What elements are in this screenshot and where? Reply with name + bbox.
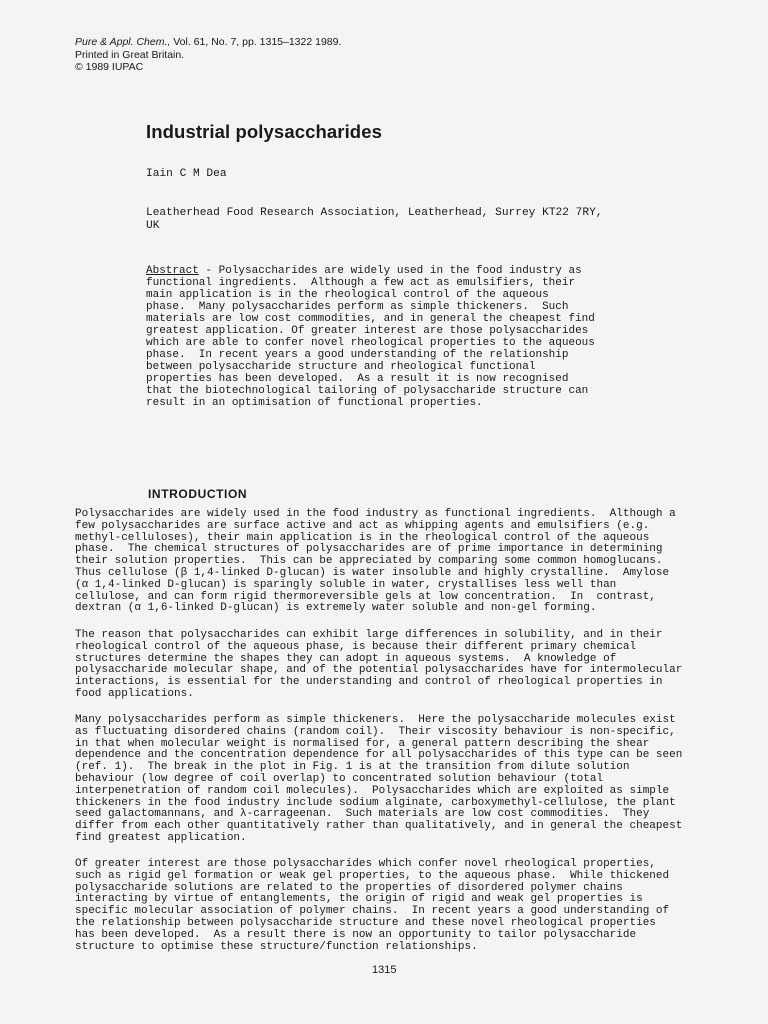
paragraph-line: polysaccharide solutions are related to the properties of disordered polymer chains: [75, 881, 623, 894]
affiliation: Leatherhead Food Research Association, Leatherhead, Surrey KT22 7RY, UK: [146, 207, 603, 232]
abstract-first-text: - Polysaccharides are widely used in the food industry as: [198, 265, 582, 277]
paragraph-line: dextran (α 1,6-linked D-glucan) is extremely water soluble and non-gel forming.: [75, 602, 597, 615]
abstract-line: that the biotechnological tailoring of polysaccharide structure can: [146, 385, 589, 397]
paragraph-line: seed galactomannans, and λ-carrageenan. Such materials are low cost commodities. They: [75, 808, 650, 821]
section-heading-introduction: INTRODUCTION: [148, 487, 248, 501]
paragraph-line: has been developed. As a result there is now an opportunity to tailor polysaccharide: [75, 928, 637, 941]
paragraph-line: interacting by virtue of entanglements, the origin of rigid and weak gel properties is: [75, 893, 643, 906]
paragraph-line: (α 1,4-linked D-glucan) is sparingly soluble in water, crystallises less well than: [75, 578, 617, 591]
paragraph-line: find greatest application.: [75, 831, 247, 844]
body-paragraph-4: [75, 859, 700, 953]
abstract-line: result in an optimisation of functional properties.: [146, 397, 483, 409]
paragraph-line: such as rigid gel formation or weak gel properties, to the aqueous phase. While thickened: [75, 869, 670, 882]
abstract-first-line: [146, 265, 606, 277]
paragraph-line: cellulose, and can form rigid thermoreversible gels at low concentration. In contrast,: [75, 590, 656, 603]
printed-line: Printed in Great Britain.: [75, 48, 185, 61]
paragraph-line: The reason that polysaccharides can exhibit large differences in solubility, and in their: [75, 629, 663, 641]
paragraph-line: in that when molecular weight is normalised for, a general pattern describing the shear: [75, 737, 650, 750]
paragraph-line: specific molecular association of polymer chains. In recent years a good understanding of: [75, 905, 670, 918]
journal-name: Pure & Appl. Chem.,: [75, 36, 171, 48]
paragraph-line: their solution properties. This can be appreciated by comparing some common homoglucans.: [75, 555, 663, 568]
copyright-line: © 1989 IUPAC: [75, 61, 144, 73]
paragraph-line: interactions, is essential for the understanding and control of rheological properties in: [75, 676, 663, 689]
paragraph-line: few polysaccharides are surface active and act as whipping agents and emulsifiers (e.g.: [75, 519, 650, 532]
paragraph-line: methyl-celluloses), their main application is in the rheological control of the aqueous: [75, 531, 650, 544]
paragraph-line: structures determine the shapes they can adopt in aqueous systems. A knowledge of: [75, 652, 617, 665]
abstract-label: Abstract: [146, 265, 199, 277]
paragraph-line: Polysaccharides are widely used in the food industry as functional ingredients. Although a: [75, 508, 676, 520]
abstract: [146, 265, 606, 409]
paragraph-line: dependence and the concentration dependence for all polysaccharides of this type can be seen: [75, 749, 683, 762]
paragraph-line: thickeners in the food industry include sodium alginate, carboxymethyl-cellulose, the plant: [75, 796, 676, 809]
paragraph-line: Many polysaccharides perform as simple thickeners. Here the polysaccharide molecules exist: [75, 714, 676, 726]
paragraph-line: interpenetration of random coil molecules). Polysaccharides which are exploited as simple: [75, 784, 670, 797]
abstract-line: materials are low cost commodities, and in general the cheapest find: [146, 313, 595, 325]
body-paragraph-2: [75, 630, 700, 701]
abstract-line: greatest application. Of greater interest are those polysaccharides: [146, 325, 589, 337]
citation-details: Vol. 61, No. 7, pp. 1315–1322 1989.: [170, 36, 342, 48]
paragraph-line: structure to optimise these structure/function relationships.: [75, 940, 478, 953]
paragraph-line: (ref. 1). The break in the plot in Fig. 1 is at the transition from dilute solution: [75, 761, 630, 774]
abstract-line: phase. In recent years a good understanding of the relationship: [146, 349, 569, 361]
body-paragraph-3: [75, 715, 700, 845]
abstract-line: main application is in the rheological control of the aqueous: [146, 289, 549, 301]
abstract-line: between polysaccharide structure and rheological functional: [146, 361, 536, 373]
paragraph-line: the relationship between polysaccharide structure and these novel rheological properties: [75, 916, 656, 929]
paragraph-line: as fluctuating disordered chains (random coil). Their viscosity behaviour is non-specific,: [75, 725, 676, 738]
paragraph-line: differ from each other quantitatively rather than qualitatively, and in general the cheapest: [75, 820, 683, 833]
abstract-line: properties has been developed. As a result it is now recognised: [146, 373, 569, 385]
author-name: Iain C M Dea: [146, 168, 227, 180]
paragraph-line: food applications.: [75, 687, 194, 700]
citation-line: [75, 36, 341, 49]
paragraph-line: Thus cellulose (β 1,4-linked D-glucan) is water insoluble and highly crystalline. Amylose: [75, 566, 670, 579]
page-number: 1315: [372, 964, 397, 976]
body-paragraph-1: [75, 509, 700, 615]
paragraph-line: rheological control of the aqueous phase, is because their different primary chemical: [75, 640, 637, 653]
abstract-line: phase. Many polysaccharides perform as simple thickeners. Such: [146, 301, 569, 313]
abstract-line: functional ingredients. Although a few act as emulsifiers, their: [146, 277, 576, 289]
paragraph-line: behaviour (low degree of coil overlap) to concentrated solution behaviour (total: [75, 772, 604, 785]
journal-header: [75, 36, 341, 74]
paper-title: Industrial polysaccharides: [146, 121, 382, 142]
paragraph-line: Of greater interest are those polysaccharides which confer novel rheological properties,: [75, 858, 656, 870]
paragraph-line: phase. The chemical structures of polysaccharides are of prime importance in determining: [75, 543, 663, 556]
abstract-line: which are able to confer novel rheological properties to the aqueous: [146, 337, 595, 349]
paragraph-line: polysaccharide molecular shape, and of the potential polysaccharides have for intermolecular: [75, 664, 683, 677]
